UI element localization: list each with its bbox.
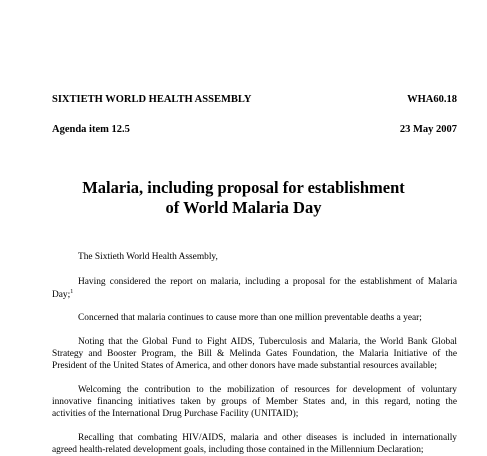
paragraph-4-line-1: Welcoming the contribution to the mobilization of resources for development of voluntary [78, 385, 457, 395]
document-code: WHA60.18 [407, 94, 457, 105]
paragraph-3-line-2: Strategy and Booster Program, the Bill & Melinda Gates Foundation, the Malaria Initiative of the [52, 349, 457, 359]
paragraph-2: Concerned that malaria continues to cause more than one million preventable deaths a year; [78, 313, 422, 323]
document-date: 23 May 2007 [399, 124, 457, 135]
paragraph-4-line-2: innovative financing initiatives taken by groups of Member States and, in this regard, noting the [52, 397, 457, 407]
intro-line: The Sixtieth World Health Assembly, [78, 252, 218, 262]
paragraph-5-line-1: Recalling that combating HIV/AIDS, malaria and other diseases is included in internationally [78, 433, 457, 443]
paragraph-5-line-2: agreed health-related development goals, including those contained in the Millennium Declaration; [52, 445, 424, 455]
resolution-title-line-2: of World Malaria Day [165, 198, 322, 217]
paragraph-3-line-3: President of the United States of America, and other donors have made substantial resources available; [52, 361, 438, 371]
assembly-heading: SIXTIETH WORLD HEALTH ASSEMBLY [52, 94, 252, 105]
footnote-marker: 1 [70, 288, 74, 295]
paragraph-3-line-1: Noting that the Global Fund to Fight AIDS, Tuberculosis and Malaria, the World Bank Global [78, 337, 457, 347]
paragraph-1-line-2 [52, 289, 73, 301]
paragraph-1-text: Day; [52, 290, 71, 300]
resolution-title-line-1: Malaria, including proposal for establishment [82, 178, 405, 197]
paragraph-1-line-1: Having considered the report on malaria, including a proposal for the establishment of Malaria [78, 277, 457, 287]
agenda-item: Agenda item 12.5 [52, 124, 130, 135]
paragraph-4-line-3: activities of the International Drug Purchase Facility (UNITAID); [52, 409, 299, 419]
